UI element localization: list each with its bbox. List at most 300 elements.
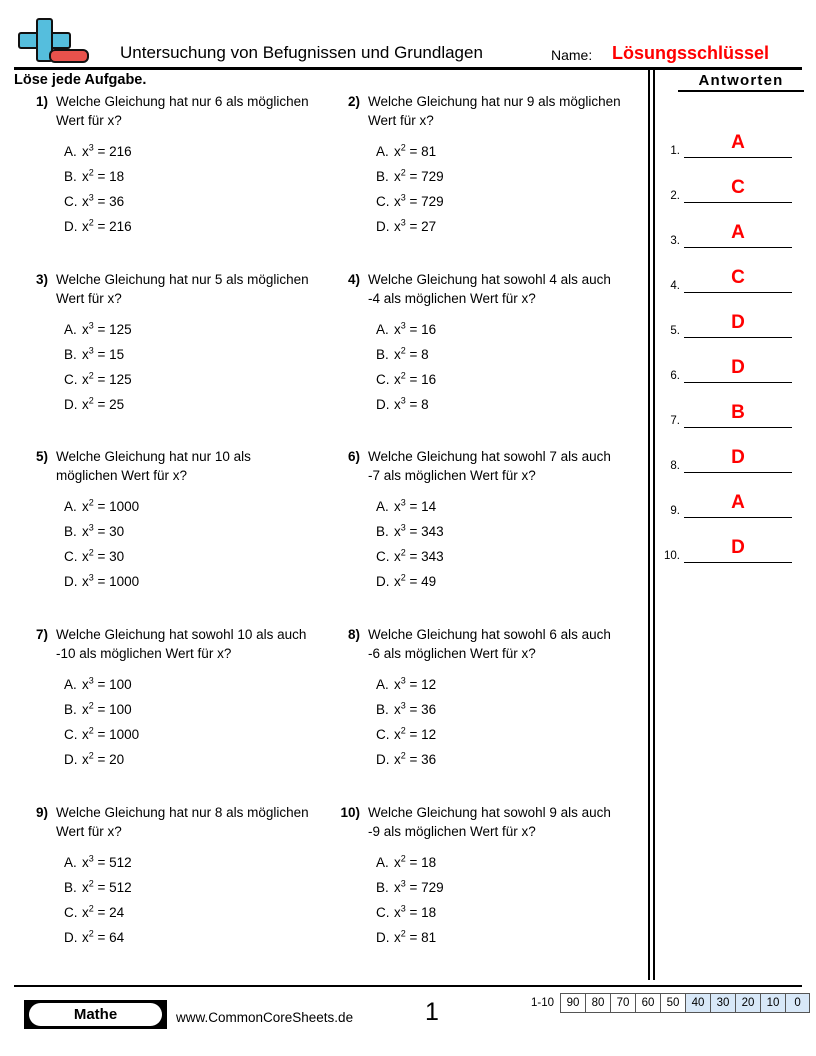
choice-option[interactable] bbox=[64, 850, 318, 875]
choice-right-hand-side: = 36 bbox=[93, 194, 125, 209]
choice-option[interactable] bbox=[376, 722, 630, 747]
choice-right-hand-side: = 100 bbox=[93, 677, 132, 692]
choice-expression bbox=[82, 574, 139, 589]
choice-right-hand-side: = 64 bbox=[93, 930, 125, 945]
choice-letter: C. bbox=[64, 549, 78, 564]
question-text: Welche Gleichung hat nur 10 als möglichen Wert für x? bbox=[56, 449, 251, 483]
header-divider-rule bbox=[14, 67, 802, 70]
choice-base: x bbox=[394, 524, 401, 539]
choice-expression bbox=[82, 524, 124, 539]
question-text: Welche Gleichung hat nur 9 als möglichen Wert für x? bbox=[368, 94, 621, 128]
choice-option[interactable] bbox=[376, 342, 630, 367]
choice-option[interactable] bbox=[64, 925, 318, 950]
grading-scale-label: 1-10 bbox=[531, 997, 555, 1009]
choice-option[interactable] bbox=[376, 214, 630, 239]
question-5 bbox=[18, 447, 318, 594]
choice-option[interactable] bbox=[64, 392, 318, 417]
choice-right-hand-side: = 81 bbox=[405, 144, 437, 159]
choice-right-hand-side: = 36 bbox=[405, 702, 437, 717]
choice-right-hand-side: = 49 bbox=[405, 574, 437, 589]
answer-letter: A bbox=[731, 492, 745, 513]
choice-option[interactable] bbox=[376, 569, 630, 594]
question-text: Welche Gleichung hat sowohl 4 als auch -4 als möglichen Wert für x? bbox=[368, 272, 611, 306]
choice-right-hand-side: = 8 bbox=[405, 347, 429, 362]
choice-letter: B. bbox=[376, 702, 389, 717]
choice-base: x bbox=[394, 905, 401, 920]
question-number: 4) bbox=[347, 272, 360, 287]
question-text: Welche Gleichung hat nur 5 als möglichen Wert für x? bbox=[56, 272, 309, 306]
choice-letter: C. bbox=[376, 905, 390, 920]
grading-scale-cell: 60 bbox=[635, 993, 660, 1013]
choice-letter: A. bbox=[376, 144, 389, 159]
subject-badge bbox=[24, 1000, 167, 1029]
choice-option[interactable] bbox=[64, 367, 318, 392]
question-1 bbox=[18, 92, 318, 239]
choice-expression bbox=[82, 905, 124, 920]
choice-expression bbox=[82, 372, 132, 387]
choice-base: x bbox=[82, 372, 89, 387]
choice-letter: B. bbox=[64, 524, 77, 539]
choice-exponent: 3 bbox=[88, 345, 94, 356]
answer-number: 6. bbox=[670, 370, 680, 382]
choice-letter: A. bbox=[376, 855, 389, 870]
answer-row bbox=[658, 169, 804, 203]
choice-base: x bbox=[394, 499, 401, 514]
choice-expression bbox=[82, 194, 124, 209]
choice-option[interactable] bbox=[376, 164, 630, 189]
choice-expression bbox=[82, 549, 124, 564]
choice-right-hand-side: = 20 bbox=[93, 752, 125, 767]
choice-base: x bbox=[82, 169, 89, 184]
choice-list bbox=[64, 494, 318, 594]
choice-expression bbox=[394, 855, 436, 870]
choice-exponent: 3 bbox=[400, 675, 406, 686]
answer-row bbox=[658, 214, 804, 248]
choice-option[interactable] bbox=[376, 367, 630, 392]
choice-letter: A. bbox=[64, 144, 77, 159]
choice-letter: D. bbox=[376, 752, 390, 767]
choice-option[interactable] bbox=[64, 672, 318, 697]
choice-letter: C. bbox=[64, 372, 78, 387]
choice-option[interactable] bbox=[376, 544, 630, 569]
grading-scale-cell: 0 bbox=[785, 993, 810, 1013]
question-8 bbox=[330, 625, 630, 772]
choice-base: x bbox=[394, 144, 401, 159]
choice-option[interactable] bbox=[376, 850, 630, 875]
choice-base: x bbox=[82, 574, 89, 589]
answers-panel-title: Antworten bbox=[678, 72, 804, 92]
answer-row bbox=[658, 124, 804, 158]
choice-right-hand-side: = 343 bbox=[405, 549, 444, 564]
choice-exponent: 2 bbox=[400, 725, 406, 736]
choice-option[interactable] bbox=[376, 392, 630, 417]
choice-right-hand-side: = 18 bbox=[93, 169, 125, 184]
grading-scale-cell: 40 bbox=[685, 993, 710, 1013]
choice-base: x bbox=[394, 677, 401, 692]
choice-letter: B. bbox=[64, 169, 77, 184]
choice-right-hand-side: = 24 bbox=[93, 905, 125, 920]
answer-key-label: Lösungsschlüssel bbox=[612, 43, 770, 63]
choice-option[interactable] bbox=[376, 875, 630, 900]
grading-scale-cell: 10 bbox=[760, 993, 785, 1013]
question-3 bbox=[18, 270, 318, 417]
choice-right-hand-side: = 216 bbox=[93, 144, 132, 159]
choice-letter: B. bbox=[376, 169, 389, 184]
choice-option[interactable] bbox=[376, 925, 630, 950]
choice-expression bbox=[394, 144, 436, 159]
choice-exponent: 3 bbox=[400, 878, 406, 889]
choice-expression bbox=[394, 524, 444, 539]
subject-badge-label: Mathe bbox=[29, 1003, 162, 1026]
choice-right-hand-side: = 30 bbox=[93, 549, 125, 564]
choice-right-hand-side: = 12 bbox=[405, 677, 437, 692]
choice-letter: A. bbox=[376, 322, 389, 337]
choice-option[interactable] bbox=[376, 900, 630, 925]
choice-base: x bbox=[394, 397, 401, 412]
question-number: 5) bbox=[35, 449, 48, 464]
choice-exponent: 2 bbox=[88, 167, 94, 178]
column-divider-line-inner bbox=[653, 68, 655, 980]
choice-option[interactable] bbox=[64, 342, 318, 367]
choice-base: x bbox=[82, 347, 89, 362]
choice-exponent: 2 bbox=[88, 497, 94, 508]
choice-right-hand-side: = 36 bbox=[405, 752, 437, 767]
choice-right-hand-side: = 25 bbox=[93, 397, 125, 412]
choice-letter: B. bbox=[376, 524, 389, 539]
answer-row bbox=[658, 349, 804, 383]
question-number: 2) bbox=[347, 94, 360, 109]
grading-scale-cell: 90 bbox=[560, 993, 585, 1013]
choice-exponent: 3 bbox=[88, 320, 94, 331]
choice-expression bbox=[394, 549, 444, 564]
choice-option[interactable] bbox=[64, 544, 318, 569]
answer-letter: D bbox=[731, 447, 745, 468]
choice-list bbox=[376, 672, 630, 772]
name-label: Name: bbox=[551, 47, 593, 63]
choice-option[interactable] bbox=[64, 214, 318, 239]
choice-base: x bbox=[394, 194, 401, 209]
choice-base: x bbox=[394, 219, 401, 234]
choice-expression bbox=[394, 905, 436, 920]
choice-base: x bbox=[394, 549, 401, 564]
choice-exponent: 2 bbox=[400, 547, 406, 558]
choice-letter: C. bbox=[64, 905, 78, 920]
choice-letter: D. bbox=[64, 219, 78, 234]
choice-list bbox=[64, 139, 318, 239]
answer-row bbox=[658, 529, 804, 563]
choice-letter: D. bbox=[64, 397, 78, 412]
answer-row bbox=[658, 259, 804, 293]
choice-option[interactable] bbox=[376, 519, 630, 544]
choice-right-hand-side: = 512 bbox=[93, 880, 132, 895]
choice-option[interactable] bbox=[64, 317, 318, 342]
answer-letter: D bbox=[731, 357, 745, 378]
answer-row bbox=[658, 304, 804, 338]
choice-option[interactable] bbox=[64, 494, 318, 519]
answer-number: 2. bbox=[670, 190, 680, 202]
answer-letter: C bbox=[731, 177, 745, 198]
choice-expression bbox=[394, 219, 436, 234]
choice-exponent: 3 bbox=[400, 192, 406, 203]
choice-right-hand-side: = 729 bbox=[405, 169, 444, 184]
choice-right-hand-side: = 8 bbox=[405, 397, 429, 412]
choice-base: x bbox=[82, 855, 89, 870]
choice-exponent: 3 bbox=[88, 675, 94, 686]
choice-expression bbox=[82, 677, 132, 692]
question-9 bbox=[18, 803, 318, 950]
answer-letter: A bbox=[731, 132, 745, 153]
answer-letter: D bbox=[731, 537, 745, 558]
answer-letter: C bbox=[731, 267, 745, 288]
choice-right-hand-side: = 512 bbox=[93, 855, 132, 870]
choice-right-hand-side: = 30 bbox=[93, 524, 125, 539]
choice-right-hand-side: = 16 bbox=[405, 322, 437, 337]
choice-letter: A. bbox=[64, 677, 77, 692]
logo-minus-bar bbox=[49, 49, 89, 63]
choice-right-hand-side: = 18 bbox=[405, 855, 437, 870]
answer-number: 8. bbox=[670, 460, 680, 472]
instruction-text: Löse jede Aufgabe. bbox=[14, 72, 147, 88]
choice-option[interactable] bbox=[64, 569, 318, 594]
choice-letter: D. bbox=[376, 397, 390, 412]
choice-base: x bbox=[394, 347, 401, 362]
question-text: Welche Gleichung hat sowohl 6 als auch -6 als möglichen Wert für x? bbox=[368, 627, 611, 661]
question-row bbox=[0, 270, 648, 445]
choice-right-hand-side: = 125 bbox=[93, 372, 132, 387]
choice-expression bbox=[82, 144, 132, 159]
choice-exponent: 2 bbox=[400, 142, 406, 153]
choice-base: x bbox=[394, 727, 401, 742]
choice-exponent: 3 bbox=[88, 572, 94, 583]
choice-right-hand-side: = 81 bbox=[405, 930, 437, 945]
choice-right-hand-side: = 343 bbox=[405, 524, 444, 539]
choice-option[interactable] bbox=[376, 747, 630, 772]
choice-option[interactable] bbox=[64, 189, 318, 214]
choice-exponent: 2 bbox=[400, 853, 406, 864]
choice-expression bbox=[82, 930, 124, 945]
choice-option[interactable] bbox=[64, 900, 318, 925]
question-6 bbox=[330, 447, 630, 594]
choice-letter: D. bbox=[376, 930, 390, 945]
question-row bbox=[0, 447, 648, 622]
choice-option[interactable] bbox=[64, 747, 318, 772]
choice-expression bbox=[82, 169, 124, 184]
answer-row bbox=[658, 484, 804, 518]
choice-right-hand-side: = 1000 bbox=[93, 574, 140, 589]
choice-option[interactable] bbox=[376, 139, 630, 164]
choice-expression bbox=[82, 702, 132, 717]
choice-expression bbox=[82, 752, 124, 767]
choice-right-hand-side: = 729 bbox=[405, 194, 444, 209]
choice-option[interactable] bbox=[64, 164, 318, 189]
choice-exponent: 2 bbox=[400, 750, 406, 761]
choice-expression bbox=[82, 347, 124, 362]
grading-scale-cell: 30 bbox=[710, 993, 735, 1013]
choice-exponent: 2 bbox=[400, 345, 406, 356]
answer-number: 3. bbox=[670, 235, 680, 247]
choice-right-hand-side: = 1000 bbox=[93, 499, 140, 514]
question-number: 3) bbox=[35, 272, 48, 287]
choice-base: x bbox=[394, 574, 401, 589]
choice-expression bbox=[82, 880, 132, 895]
choice-letter: A. bbox=[64, 499, 77, 514]
choice-base: x bbox=[82, 752, 89, 767]
choice-exponent: 2 bbox=[88, 928, 94, 939]
choice-exponent: 2 bbox=[88, 725, 94, 736]
choice-exponent: 3 bbox=[400, 217, 406, 228]
choice-right-hand-side: = 18 bbox=[405, 905, 437, 920]
answer-letter: A bbox=[731, 222, 745, 243]
choice-letter: C. bbox=[64, 194, 78, 209]
choice-letter: D. bbox=[376, 574, 390, 589]
choice-list bbox=[64, 672, 318, 772]
choice-exponent: 2 bbox=[400, 928, 406, 939]
answer-letter: B bbox=[731, 402, 745, 423]
grading-scale-cell: 70 bbox=[610, 993, 635, 1013]
choice-expression bbox=[394, 169, 444, 184]
choice-base: x bbox=[394, 855, 401, 870]
grading-scale-cells bbox=[560, 993, 810, 1013]
choice-option[interactable] bbox=[376, 697, 630, 722]
choice-expression bbox=[82, 322, 132, 337]
choice-exponent: 2 bbox=[88, 547, 94, 558]
choice-exponent: 3 bbox=[400, 522, 406, 533]
question-text: Welche Gleichung hat sowohl 10 als auch -10 als möglichen Wert für x? bbox=[56, 627, 307, 661]
choice-expression bbox=[394, 194, 444, 209]
worksheet-header bbox=[0, 0, 816, 68]
choice-expression bbox=[82, 855, 132, 870]
choice-right-hand-side: = 27 bbox=[405, 219, 437, 234]
choice-expression bbox=[82, 397, 124, 412]
choice-right-hand-side: = 15 bbox=[93, 347, 125, 362]
choice-option[interactable] bbox=[376, 189, 630, 214]
choice-exponent: 2 bbox=[88, 878, 94, 889]
choice-expression bbox=[82, 727, 139, 742]
choice-base: x bbox=[82, 144, 89, 159]
choice-base: x bbox=[82, 194, 89, 209]
choice-letter: D. bbox=[376, 219, 390, 234]
choice-base: x bbox=[394, 930, 401, 945]
plus-minus-logo-icon bbox=[14, 18, 88, 66]
choice-exponent: 2 bbox=[400, 572, 406, 583]
choice-exponent: 2 bbox=[88, 370, 94, 381]
choice-expression bbox=[394, 752, 436, 767]
choice-base: x bbox=[394, 169, 401, 184]
question-2 bbox=[330, 92, 630, 239]
choice-option[interactable] bbox=[376, 672, 630, 697]
choice-exponent: 2 bbox=[400, 167, 406, 178]
choice-expression bbox=[394, 574, 436, 589]
question-number: 6) bbox=[347, 449, 360, 464]
choice-letter: B. bbox=[376, 880, 389, 895]
choice-right-hand-side: = 100 bbox=[93, 702, 132, 717]
choice-letter: B. bbox=[64, 347, 77, 362]
choice-base: x bbox=[82, 549, 89, 564]
choice-exponent: 3 bbox=[400, 320, 406, 331]
grading-scale-cell: 50 bbox=[660, 993, 685, 1013]
choice-letter: C. bbox=[376, 372, 390, 387]
choice-base: x bbox=[82, 880, 89, 895]
choice-exponent: 3 bbox=[400, 497, 406, 508]
choice-base: x bbox=[82, 524, 89, 539]
question-number: 10) bbox=[340, 805, 360, 820]
choice-letter: B. bbox=[376, 347, 389, 362]
column-divider-line-outer bbox=[648, 68, 650, 980]
question-number: 8) bbox=[347, 627, 360, 642]
choice-letter: A. bbox=[64, 855, 77, 870]
grading-scale-cell: 80 bbox=[585, 993, 610, 1013]
choice-list bbox=[64, 317, 318, 417]
choice-base: x bbox=[394, 702, 401, 717]
question-number: 9) bbox=[35, 805, 48, 820]
question-10 bbox=[330, 803, 630, 950]
choice-right-hand-side: = 216 bbox=[93, 219, 132, 234]
choice-exponent: 3 bbox=[88, 192, 94, 203]
grading-scale bbox=[531, 993, 810, 1013]
choice-base: x bbox=[82, 677, 89, 692]
choice-base: x bbox=[82, 702, 89, 717]
question-row bbox=[0, 803, 648, 978]
choice-exponent: 2 bbox=[88, 903, 94, 914]
choice-letter: A. bbox=[64, 322, 77, 337]
choice-expression bbox=[394, 702, 436, 717]
choice-base: x bbox=[394, 322, 401, 337]
choice-letter: A. bbox=[376, 677, 389, 692]
choice-option[interactable] bbox=[64, 875, 318, 900]
choice-expression bbox=[394, 727, 436, 742]
answer-number: 1. bbox=[670, 145, 680, 157]
choice-base: x bbox=[394, 880, 401, 895]
choice-letter: A. bbox=[376, 499, 389, 514]
worksheet-title: Untersuchung von Befugnissen und Grundlagen bbox=[120, 43, 483, 62]
answer-number: 10. bbox=[664, 550, 680, 562]
footer-divider-rule bbox=[14, 985, 802, 987]
choice-option[interactable] bbox=[64, 697, 318, 722]
choice-right-hand-side: = 12 bbox=[405, 727, 437, 742]
question-text: Welche Gleichung hat nur 6 als möglichen Wert für x? bbox=[56, 94, 309, 128]
choice-expression bbox=[394, 397, 429, 412]
choice-expression bbox=[394, 372, 436, 387]
choice-exponent: 3 bbox=[88, 522, 94, 533]
choice-option[interactable] bbox=[376, 317, 630, 342]
answer-letter: D bbox=[731, 312, 745, 333]
question-text: Welche Gleichung hat nur 8 als möglichen Wert für x? bbox=[56, 805, 309, 839]
question-row bbox=[0, 92, 648, 267]
choice-exponent: 3 bbox=[88, 142, 94, 153]
choice-expression bbox=[82, 219, 132, 234]
choice-option[interactable] bbox=[376, 494, 630, 519]
choice-option[interactable] bbox=[64, 139, 318, 164]
choice-base: x bbox=[82, 322, 89, 337]
choice-letter: C. bbox=[376, 194, 390, 209]
choice-right-hand-side: = 125 bbox=[93, 322, 132, 337]
choice-letter: D. bbox=[64, 574, 78, 589]
choice-list bbox=[376, 317, 630, 417]
question-4 bbox=[330, 270, 630, 417]
choice-exponent: 2 bbox=[88, 700, 94, 711]
choice-base: x bbox=[82, 499, 89, 514]
choice-expression bbox=[394, 347, 429, 362]
answer-number: 5. bbox=[670, 325, 680, 337]
logo-plus-center-fill bbox=[39, 35, 51, 47]
choice-list bbox=[64, 850, 318, 950]
choice-option[interactable] bbox=[64, 722, 318, 747]
choice-exponent: 2 bbox=[400, 370, 406, 381]
answer-row bbox=[658, 394, 804, 428]
choice-base: x bbox=[394, 372, 401, 387]
choice-option[interactable] bbox=[64, 519, 318, 544]
choice-right-hand-side: = 1000 bbox=[93, 727, 140, 742]
